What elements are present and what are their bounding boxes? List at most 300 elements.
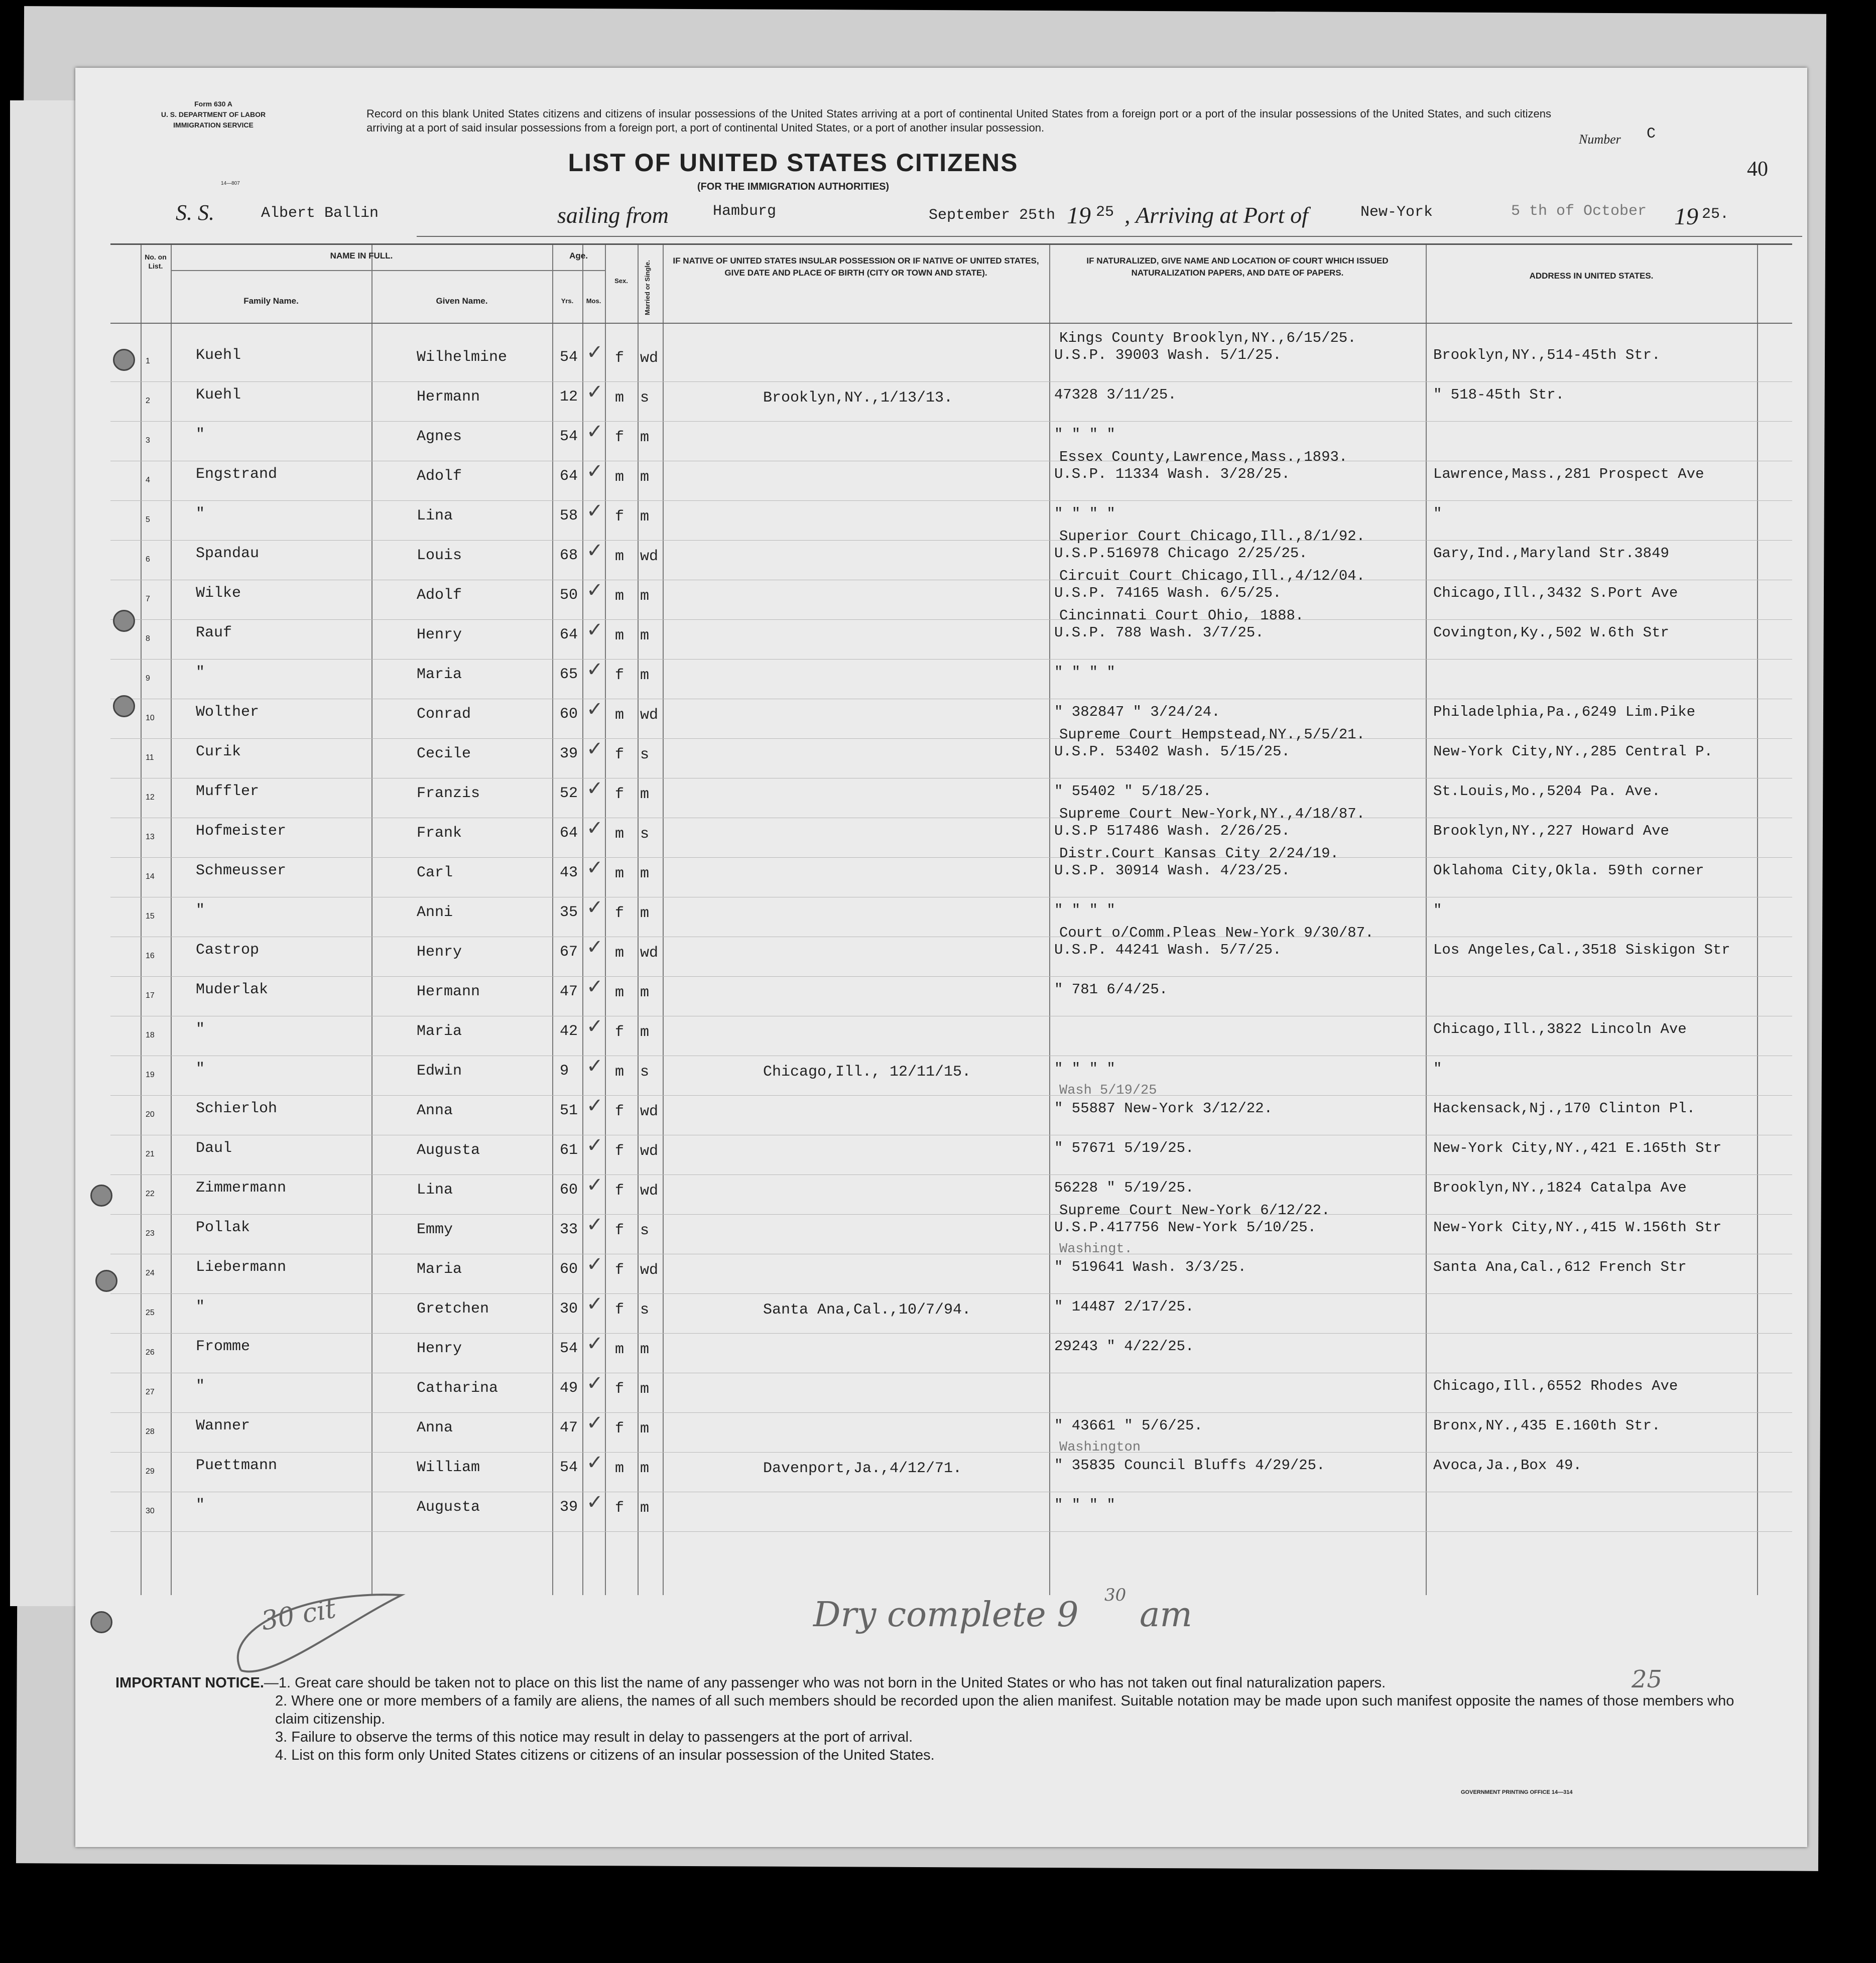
us-address: Brooklyn,NY.,514-45th Str. xyxy=(1433,347,1661,363)
family-name: Spandau xyxy=(196,545,260,562)
age-years: 64 xyxy=(560,468,578,485)
form-title: LIST OF UNITED STATES CITIZENS xyxy=(568,149,1019,177)
sailing-label: sailing from xyxy=(557,202,669,228)
given-name: Henry xyxy=(417,944,462,961)
family-name: Zimmermann xyxy=(196,1180,287,1197)
age-years: 61 xyxy=(560,1142,578,1159)
naturalization-papers: " 43661 " 5/6/25. xyxy=(1054,1417,1203,1434)
marital-status: m xyxy=(640,469,650,486)
row-number: 11 xyxy=(146,753,154,762)
row-number: 30 xyxy=(146,1507,155,1515)
us-address: Santa Ana,Cal.,612 French Str xyxy=(1433,1259,1687,1275)
notice-item-3: 3. Failure to observe the terms of this notice may result in delay to passengers at the port of arrival. xyxy=(275,1729,913,1745)
marital-status: s xyxy=(640,1064,650,1081)
check-mark: ✓ xyxy=(586,499,603,522)
row-number: 8 xyxy=(146,634,150,643)
check-mark: ✓ xyxy=(586,817,603,840)
family-name: Muderlak xyxy=(196,981,269,998)
sex: f xyxy=(615,1262,624,1279)
row-number: 13 xyxy=(146,833,155,841)
table-row xyxy=(110,977,1792,1017)
sex: f xyxy=(615,1103,624,1120)
naturalization-papers: U.S.P. 44241 Wash. 5/7/25. xyxy=(1054,942,1282,958)
birth-place-date: Brooklyn,NY.,1/13/13. xyxy=(763,389,953,407)
age-years: 54 xyxy=(560,1340,578,1357)
check-mark: ✓ xyxy=(586,380,603,404)
table-row xyxy=(110,1440,1792,1493)
marital-status: wd xyxy=(640,1143,659,1160)
naturalization-court: Supreme Court New-York 6/12/22. xyxy=(1059,1202,1330,1219)
notice-item-1: IMPORTANT NOTICE.—1. Great care should be taken not to place on this list the name of any passenger who was not born in the United States or who has not taken out final naturalization papers. xyxy=(115,1675,1386,1691)
service: IMMIGRATION SERVICE xyxy=(173,121,254,129)
check-mark: ✓ xyxy=(586,1015,603,1038)
punch-hole xyxy=(113,349,135,371)
age-years: 51 xyxy=(560,1102,578,1119)
age-years: 12 xyxy=(560,388,578,406)
naturalization-papers: U.S.P. 11334 Wash. 3/28/25. xyxy=(1054,466,1290,482)
form-number: Form 630 A xyxy=(194,100,232,108)
naturalization-papers: " 781 6/4/25. xyxy=(1054,981,1168,998)
us-address: Chicago,Ill.,3822 Lincoln Ave xyxy=(1433,1021,1687,1037)
family-name: " xyxy=(196,505,205,522)
family-name: " xyxy=(196,1061,205,1078)
birth-place-date: Santa Ana,Cal.,10/7/94. xyxy=(763,1301,971,1319)
table-row xyxy=(110,726,1792,779)
table-row xyxy=(110,925,1792,977)
marital-status: m xyxy=(640,1024,650,1041)
record-instructions: Record on this blank United States citizens and citizens of insular possessions of the United States arriving at a port of continental United States from a foreign port or a port of the insular possessions of the United States, and such citizens arriving at a port of said insular possessions from a foreign port, a port of continental United States, or a port of another insular possession. xyxy=(366,107,1551,134)
family-name: Daul xyxy=(196,1140,232,1157)
header-no: No. on List. xyxy=(145,253,167,270)
age-years: 64 xyxy=(560,626,578,643)
table-row xyxy=(110,1083,1792,1136)
row-number: 29 xyxy=(146,1467,155,1476)
check-mark: ✓ xyxy=(586,658,603,681)
marital-status: m xyxy=(640,905,650,922)
age-years: 60 xyxy=(560,1261,578,1278)
birth-place-date: Davenport,Ja.,4/12/71. xyxy=(763,1460,962,1477)
row-number: 17 xyxy=(146,991,155,1000)
notice-label: IMPORTANT NOTICE. xyxy=(115,1675,264,1691)
naturalization-court: Distr.Court Kansas City 2/24/19. xyxy=(1059,845,1339,862)
family-name: " xyxy=(196,1497,205,1514)
given-name: Frank xyxy=(417,825,462,842)
age-years: 60 xyxy=(560,1182,578,1199)
row-number: 21 xyxy=(146,1150,155,1158)
given-name: Adolf xyxy=(417,468,462,485)
given-name: Lina xyxy=(417,1182,453,1199)
row-rule xyxy=(110,1531,1792,1532)
age-years: 9 xyxy=(560,1063,569,1080)
sex: m xyxy=(615,1460,624,1477)
sex: m xyxy=(615,389,624,407)
naturalization-papers: " " " " xyxy=(1054,426,1115,443)
marital-status: m xyxy=(640,984,650,1001)
sex: m xyxy=(615,627,624,644)
naturalization-papers: " 57671 5/19/25. xyxy=(1054,1140,1194,1156)
handwritten-time: am xyxy=(1140,1595,1193,1635)
row-number: 27 xyxy=(146,1388,155,1396)
given-name: Hermann xyxy=(417,388,480,406)
check-mark: ✓ xyxy=(586,1332,603,1355)
family-name: Liebermann xyxy=(196,1259,287,1276)
sex: m xyxy=(615,984,624,1001)
us-address: Gary,Ind.,Maryland Str.3849 xyxy=(1433,545,1669,562)
age-years: 35 xyxy=(560,904,578,921)
handwritten-superscript: 30 xyxy=(1104,1585,1127,1605)
age-years: 68 xyxy=(560,547,578,564)
us-address: New-York City,NY.,285 Central P. xyxy=(1433,743,1713,760)
family-name: Rauf xyxy=(196,624,232,641)
given-name: Emmy xyxy=(417,1221,453,1238)
naturalization-court: Circuit Court Chicago,Ill.,4/12/04. xyxy=(1059,568,1365,584)
given-name: Carl xyxy=(417,864,453,881)
table-row xyxy=(110,1057,1792,1096)
age-years: 54 xyxy=(560,1459,578,1476)
sex: f xyxy=(615,1222,624,1239)
sex: f xyxy=(615,1381,624,1398)
given-name: Franzis xyxy=(417,785,480,802)
given-name: Gretchen xyxy=(417,1300,489,1318)
row-number: 19 xyxy=(146,1071,155,1079)
arrival-date: 5 th of October xyxy=(1511,203,1647,220)
family-name: " xyxy=(196,902,205,919)
marital-status: wd xyxy=(640,548,659,565)
header-mos: Mos. xyxy=(586,297,601,305)
age-subline xyxy=(552,270,605,271)
row-number: 14 xyxy=(146,872,155,881)
family-name: " xyxy=(196,1378,205,1395)
sex: f xyxy=(615,508,624,526)
marital-status: m xyxy=(640,627,650,644)
row-rule xyxy=(110,659,1792,660)
naturalization-court: Cincinnati Court Ohio, 1888. xyxy=(1059,607,1304,624)
arrival-port: New-York xyxy=(1360,204,1433,221)
us-address: St.Louis,Mo.,5204 Pa. Ave. xyxy=(1433,783,1661,800)
port-of-departure: Hamburg xyxy=(713,203,777,220)
table-row xyxy=(110,898,1792,938)
marital-status: m xyxy=(640,429,650,446)
table-row xyxy=(110,607,1792,660)
handwritten-count: 30 cit xyxy=(259,1594,338,1637)
table-row xyxy=(110,1493,1792,1532)
age-years: 43 xyxy=(560,864,578,881)
sex: m xyxy=(615,1064,624,1081)
check-mark: ✓ xyxy=(586,1213,603,1236)
check-mark: ✓ xyxy=(586,1094,603,1117)
family-name: Puettmann xyxy=(196,1457,278,1474)
family-name: Schierloh xyxy=(196,1100,278,1117)
row-rule xyxy=(110,1333,1792,1334)
naturalization-papers: U.S.P.417756 New-York 5/10/25. xyxy=(1054,1219,1317,1236)
punch-hole xyxy=(113,695,135,717)
family-name: Kuehl xyxy=(196,386,241,404)
us-address: " xyxy=(1433,505,1442,522)
row-number: 3 xyxy=(146,436,150,445)
us-address: Brooklyn,NY.,227 Howard Ave xyxy=(1433,823,1669,839)
header-bottom-line xyxy=(110,323,1792,324)
given-name: Anna xyxy=(417,1419,453,1436)
ss-label: S. S. xyxy=(176,200,214,225)
table-row xyxy=(110,1202,1792,1255)
age-years: 54 xyxy=(560,428,578,445)
check-mark: ✓ xyxy=(586,1491,603,1514)
table-row xyxy=(110,330,1792,382)
sex: f xyxy=(615,1500,624,1517)
row-number: 26 xyxy=(146,1348,155,1357)
check-mark: ✓ xyxy=(586,539,603,562)
family-name: Castrop xyxy=(196,942,260,959)
us-address: New-York City,NY.,421 E.165th Str xyxy=(1433,1140,1722,1156)
sex: m xyxy=(615,1341,624,1358)
us-address: " xyxy=(1433,902,1442,919)
us-address: Los Angeles,Cal.,3518 Siskigon Str xyxy=(1433,942,1730,958)
marital-status: wd xyxy=(640,1262,659,1279)
header-address: ADDRESS IN UNITED STATES. xyxy=(1529,271,1654,281)
family-name: Pollak xyxy=(196,1219,251,1236)
table-row xyxy=(110,1374,1792,1413)
naturalization-court: Court o/Comm.Pleas New-York 9/30/87. xyxy=(1059,925,1374,941)
marital-status: m xyxy=(640,508,650,526)
check-mark: ✓ xyxy=(586,1372,603,1395)
marital-status: m xyxy=(640,786,650,803)
given-name: Wilhelmine xyxy=(417,349,508,366)
row-number: 7 xyxy=(146,595,150,603)
check-mark: ✓ xyxy=(586,579,603,602)
naturalization-papers: " 35835 Council Bluffs 4/29/25. xyxy=(1054,1457,1325,1474)
number-value: C xyxy=(1647,125,1656,143)
marital-status: m xyxy=(640,1341,650,1358)
table-row xyxy=(110,1294,1792,1334)
row-number: 10 xyxy=(146,714,155,722)
naturalization-papers: " 55402 " 5/18/25. xyxy=(1054,783,1212,800)
table-row xyxy=(110,806,1792,858)
notice-item-2: 2. Where one or more members of a family are aliens, the names of all such members should be recorded upon the alien manifest. Suitable notation may be made upon such manifest opposite the names of those members who claim citizenship. xyxy=(275,1693,1734,1727)
naturalization-papers: " " " " xyxy=(1054,1497,1115,1513)
given-name: Augusta xyxy=(417,1142,480,1159)
age-years: 42 xyxy=(560,1023,578,1040)
age-years: 58 xyxy=(560,507,578,525)
sailing-date: September 25th xyxy=(929,207,1056,224)
given-name: Edwin xyxy=(417,1063,462,1080)
marital-status: wd xyxy=(640,350,659,367)
family-name: Engstrand xyxy=(196,466,278,483)
marital-status: wd xyxy=(640,1103,659,1120)
header-native: IF NATIVE OF UNITED STATES INSULAR POSSESSION OR IF NATIVE OF UNITED STATES, GIVE DATE AND PLACE OF BIRTH (CITY OR TOWN AND STATE). xyxy=(673,256,1039,278)
check-mark: ✓ xyxy=(586,341,603,364)
manifest-sheet xyxy=(75,68,1807,1847)
check-mark: ✓ xyxy=(586,777,603,800)
punch-hole xyxy=(113,610,135,632)
family-name: Wilke xyxy=(196,585,241,602)
table-row xyxy=(110,422,1792,462)
given-name: Anna xyxy=(417,1102,453,1119)
check-mark: ✓ xyxy=(586,737,603,760)
table-row xyxy=(110,568,1792,620)
us-address: Avoca,Ja.,Box 49. xyxy=(1433,1457,1582,1474)
us-address: New-York City,NY.,415 W.156th Str xyxy=(1433,1219,1722,1236)
naturalization-papers: " " " " xyxy=(1054,664,1115,681)
row-rule xyxy=(110,619,1792,620)
table-row xyxy=(110,528,1792,581)
sex: m xyxy=(615,707,624,724)
voyage-line xyxy=(75,196,1807,243)
given-name: Conrad xyxy=(417,706,471,723)
arrival-year-prefix: 19 xyxy=(1674,203,1698,230)
row-number: 5 xyxy=(146,515,150,524)
given-name: Louis xyxy=(417,547,462,564)
us-address: Brooklyn,NY.,1824 Catalpa Ave xyxy=(1433,1180,1687,1196)
age-years: 67 xyxy=(560,944,578,961)
row-number: 22 xyxy=(146,1190,155,1198)
row-rule xyxy=(110,540,1792,541)
row-rule xyxy=(110,857,1792,858)
sex: m xyxy=(615,548,624,565)
given-name: Hermann xyxy=(417,983,480,1000)
age-years: 49 xyxy=(560,1380,578,1397)
check-mark: ✓ xyxy=(586,460,603,483)
table-row xyxy=(110,1017,1792,1057)
family-name: Curik xyxy=(196,743,241,760)
table-row xyxy=(110,660,1792,700)
us-address: " xyxy=(1433,1061,1442,1077)
marital-status: s xyxy=(640,1222,650,1239)
marital-status: m xyxy=(640,588,650,605)
row-rule xyxy=(110,421,1792,422)
marital-status: m xyxy=(640,1500,650,1517)
given-name: Cecile xyxy=(417,745,471,762)
sex: f xyxy=(615,1143,624,1160)
check-mark: ✓ xyxy=(586,1451,603,1474)
naturalization-court: Washington xyxy=(1059,1440,1141,1455)
department: U. S. DEPARTMENT OF LABOR xyxy=(161,110,266,118)
row-number: 6 xyxy=(146,555,150,564)
row-number: 16 xyxy=(146,952,155,960)
row-number: 20 xyxy=(146,1110,155,1119)
naturalization-court: Kings County Brooklyn,NY.,6/15/25. xyxy=(1059,330,1356,346)
notice-item-4: 4. List on this form only United States citizens or citizens of an insular possession of the United States. xyxy=(275,1747,935,1763)
table-row xyxy=(110,845,1792,898)
age-years: 47 xyxy=(560,1419,578,1436)
table-row xyxy=(110,779,1792,819)
header-name-in-full: NAME IN FULL. xyxy=(330,251,393,260)
us-address: Bronx,NY.,435 E.160th Str. xyxy=(1433,1417,1661,1434)
check-mark: ✓ xyxy=(586,975,603,998)
sex: f xyxy=(615,667,624,684)
arrival-year: 25. xyxy=(1702,206,1729,223)
row-number: 12 xyxy=(146,793,155,802)
handwritten-tally: 25 xyxy=(1632,1665,1663,1693)
naturalization-papers: " " " " xyxy=(1054,505,1115,522)
check-mark: ✓ xyxy=(586,1134,603,1157)
form-header xyxy=(120,99,306,130)
family-name: Wanner xyxy=(196,1417,251,1434)
row-rule xyxy=(110,976,1792,977)
family-name: " xyxy=(196,664,205,681)
check-mark: ✓ xyxy=(586,856,603,879)
sailing-year: 25 xyxy=(1096,204,1114,221)
table-row xyxy=(110,382,1792,422)
given-name: Anni xyxy=(417,904,453,921)
header-naturalized: IF NATURALIZED, GIVE NAME AND LOCATION OF COURT WHICH ISSUED NATURALIZATION PAPERS, AND DATE OF PAPERS. xyxy=(1086,256,1389,278)
naturalization-papers: " 14487 2/17/25. xyxy=(1054,1298,1194,1315)
check-mark: ✓ xyxy=(586,936,603,959)
marital-status: wd xyxy=(640,707,659,724)
row-number: 24 xyxy=(146,1269,155,1277)
check-mark: ✓ xyxy=(586,896,603,919)
row-number: 23 xyxy=(146,1229,155,1238)
us-address: Philadelphia,Pa.,6249 Lim.Pike xyxy=(1433,704,1696,720)
table-row xyxy=(110,449,1792,501)
sex: f xyxy=(615,1024,624,1041)
marital-status: wd xyxy=(640,945,659,962)
naturalization-papers: U.S.P. 30914 Wash. 4/23/25. xyxy=(1054,862,1290,879)
age-years: 65 xyxy=(560,666,578,683)
important-notice xyxy=(115,1674,1747,1764)
naturalization-court: Superior Court Chicago,Ill.,8/1/92. xyxy=(1059,528,1365,545)
naturalization-court: Washingt. xyxy=(1059,1242,1133,1257)
row-number: 9 xyxy=(146,674,150,683)
form-subtitle: (FOR THE IMMIGRATION AUTHORITIES) xyxy=(697,181,890,192)
check-mark: ✓ xyxy=(586,1253,603,1276)
us-address: Oklahoma City,Okla. 59th corner xyxy=(1433,862,1704,879)
given-name: Lina xyxy=(417,507,453,525)
naturalization-papers: 47328 3/11/25. xyxy=(1054,386,1177,403)
naturalization-papers: " 519641 Wash. 3/3/25. xyxy=(1054,1259,1246,1275)
header-age: Age. xyxy=(569,251,588,260)
naturalization-court: Supreme Court New-York,NY.,4/18/87. xyxy=(1059,806,1365,822)
naturalization-papers: " " " " xyxy=(1054,1061,1115,1077)
sex: m xyxy=(615,945,624,962)
header-married-single: Married or Single. xyxy=(644,260,651,315)
age-years: 52 xyxy=(560,785,578,802)
marital-status: s xyxy=(640,1301,650,1319)
punch-hole xyxy=(90,1185,112,1207)
us-address: Lawrence,Mass.,281 Prospect Ave xyxy=(1433,466,1704,482)
page-number: 40 xyxy=(1747,158,1768,181)
given-name: Maria xyxy=(417,1023,462,1040)
row-number: 1 xyxy=(146,357,150,365)
given-name: Catharina xyxy=(417,1380,498,1397)
naturalization-papers: " " " " xyxy=(1054,902,1115,919)
us-address: Chicago,Ill.,6552 Rhodes Ave xyxy=(1433,1378,1678,1394)
marital-status: m xyxy=(640,1460,650,1477)
given-name: Henry xyxy=(417,1340,462,1357)
sex: f xyxy=(615,1301,624,1319)
naturalization-court: Supreme Court Hempstead,NY.,5/5/21. xyxy=(1059,726,1365,743)
row-rule xyxy=(110,500,1792,501)
naturalization-papers: 29243 " 4/22/25. xyxy=(1054,1338,1194,1355)
marital-status: m xyxy=(640,1420,650,1437)
age-years: 33 xyxy=(560,1221,578,1238)
check-mark: ✓ xyxy=(586,618,603,641)
birth-place-date: Chicago,Ill., 12/11/15. xyxy=(763,1064,971,1081)
marital-status: m xyxy=(640,667,650,684)
us-address: Chicago,Ill.,3432 S.Port Ave xyxy=(1433,585,1678,601)
family-name: " xyxy=(196,426,205,443)
row-rule xyxy=(110,738,1792,739)
check-mark: ✓ xyxy=(586,1411,603,1434)
us-address: Hackensack,Nj.,170 Clinton Pl. xyxy=(1433,1100,1696,1117)
age-years: 39 xyxy=(560,745,578,762)
row-number: 15 xyxy=(146,912,155,921)
gpo-imprint: GOVERNMENT PRINTING OFFICE 14—314 xyxy=(1461,1789,1573,1795)
check-mark: ✓ xyxy=(586,1292,603,1316)
family-name: Schmeusser xyxy=(196,862,287,879)
sex: f xyxy=(615,746,624,763)
given-name: Agnes xyxy=(417,428,462,445)
sex: m xyxy=(615,865,624,882)
